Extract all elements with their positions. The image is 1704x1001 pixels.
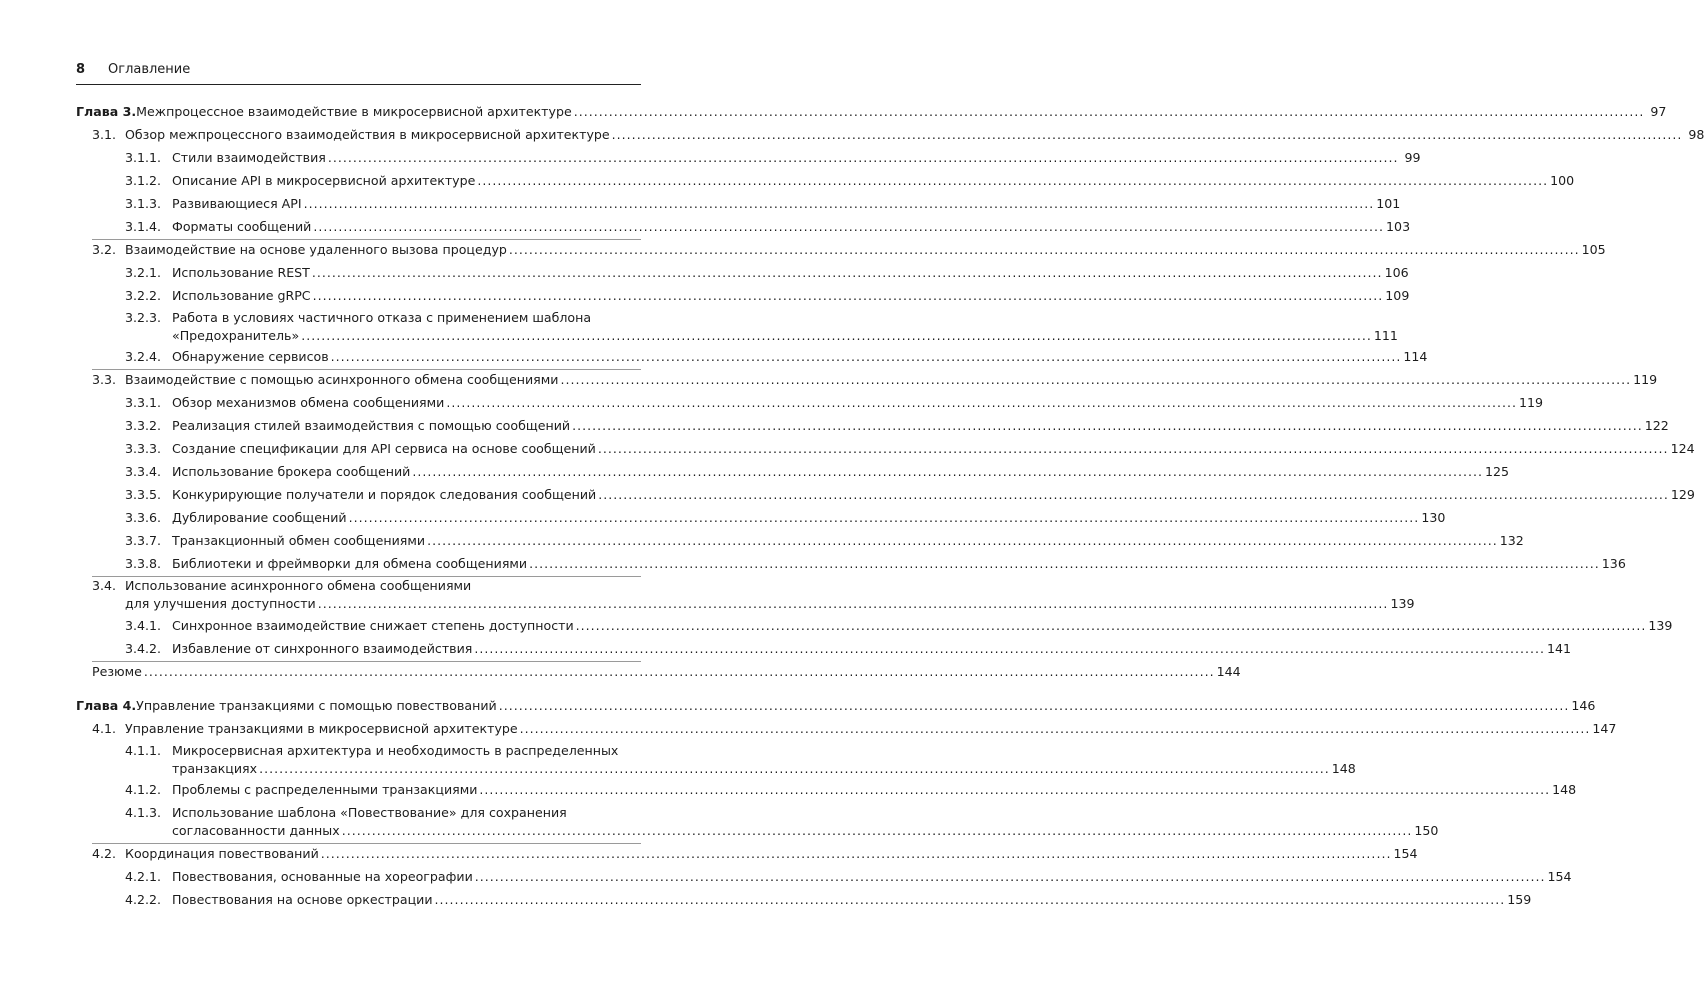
page-ref: 139 [1390, 596, 1415, 611]
page-ref: 159 [1507, 892, 1532, 907]
subsection-title: Описание API в микросервисной архитектуре [172, 173, 476, 188]
toc-subsection-4-2-2[interactable] [125, 891, 1532, 909]
page-ref: 124 [1670, 441, 1695, 456]
subsection-number: 4.2.1. [125, 869, 162, 884]
page-ref: 105 [1581, 242, 1606, 257]
section-title-line1: Использование асинхронного обмена сообщениями [125, 578, 472, 593]
page-ref: 146 [1571, 698, 1596, 713]
subsection-title: Повествования на основе оркестрации [172, 892, 433, 907]
subsection-number: 3.3.8. [125, 556, 162, 571]
section-number: 4.2. [92, 846, 117, 861]
leader-dots [349, 509, 1420, 527]
page-ref: 101 [1376, 196, 1401, 211]
page-ref: 141 [1547, 641, 1572, 656]
section-title: Обзор межпроцессного взаимодействия в микросервисной архитектуре [125, 127, 610, 142]
subsection-title: Использование брокера сообщений [172, 464, 411, 479]
page-ref: 100 [1550, 173, 1575, 188]
section-second-line [125, 595, 1415, 613]
page-ref: 148 [1331, 761, 1356, 776]
leader-dots [598, 440, 1669, 458]
page-ref: 119 [1519, 395, 1544, 410]
leader-dots [499, 697, 1570, 715]
toc-subsection-3-2-4[interactable] [125, 348, 1428, 366]
subsection-title-line2: согласованности данных [172, 823, 340, 838]
section-title-line2: для улучшения доступности [125, 596, 316, 611]
page-ref: 103 [1386, 219, 1411, 234]
leader-dots [474, 640, 1545, 658]
page-ref: 98 [1688, 127, 1704, 142]
section-number: 3.4. [92, 578, 117, 593]
subsection-title-line1: Работа в условиях частичного отказа с применением шаблона [172, 310, 592, 325]
running-title: Оглавление [108, 62, 191, 77]
toc-subsection-3-3-3[interactable] [125, 440, 1695, 458]
page-ref: 119 [1633, 372, 1658, 387]
page-ref: 148 [1552, 782, 1577, 797]
leader-dots [560, 371, 1631, 389]
subsection-number: 3.4.1. [125, 618, 162, 633]
page-ref: 122 [1644, 418, 1669, 433]
subsection-title-line2: транзакциях [172, 761, 258, 776]
toc-chapter-4[interactable] [76, 697, 1596, 715]
page-ref: 129 [1670, 487, 1695, 502]
toc-section-3-2[interactable] [92, 241, 1606, 259]
toc-subsection-3-2-1[interactable] [125, 264, 1409, 282]
summary-title: Резюме [92, 664, 142, 679]
toc-subsection-4-1-2[interactable] [125, 781, 1577, 799]
section-title: Взаимодействие на основе удаленного вызова процедур [125, 242, 507, 257]
subsection-title: Обнаружение сервисов [172, 349, 329, 364]
toc-subsection-3-1-2[interactable] [125, 172, 1575, 190]
subsection-number: 3.3.5. [125, 487, 162, 502]
leader-dots [313, 218, 1384, 236]
leader-dots [144, 663, 1215, 681]
page-ref: 111 [1373, 328, 1398, 343]
subsection-number: 3.3.2. [125, 418, 162, 433]
leader-dots [446, 394, 1517, 412]
subsection-number: 3.4.2. [125, 641, 162, 656]
subsection-number: 3.1.2. [125, 173, 162, 188]
subsection-number: 4.1.2. [125, 782, 162, 797]
subsection-number: 3.1.3. [125, 196, 162, 211]
subsection-number: 3.3.6. [125, 510, 162, 525]
toc-subsection-3-2-2[interactable] [125, 287, 1410, 305]
subsection-number: 4.1.1. [125, 743, 162, 758]
page-ref: 130 [1421, 510, 1446, 525]
page-header [76, 62, 642, 78]
leader-dots [475, 868, 1546, 886]
subsection-second-line [172, 327, 1398, 345]
subsection-title: Стили взаимодействия [172, 150, 326, 165]
chapter-number: Глава 4. [76, 698, 137, 713]
section-number: 4.1. [92, 721, 117, 736]
subsection-title: Обзор механизмов обмена сообщениями [172, 395, 445, 410]
subsection-title: Конкурирующие получатели и порядок следования сообщений [172, 487, 597, 502]
page-ref: 132 [1499, 533, 1524, 548]
leader-dots [321, 845, 1392, 863]
subsection-number: 3.3.4. [125, 464, 162, 479]
subsection-title: Использование REST [172, 265, 310, 280]
page-ref: 154 [1547, 869, 1572, 884]
toc-section-4-2[interactable] [92, 845, 1418, 863]
section-divider [92, 843, 641, 844]
subsection-title: Повествования, основанные на хореографии [172, 869, 473, 884]
leader-dots [342, 822, 1413, 840]
leader-dots [574, 103, 1645, 121]
leader-dots [435, 891, 1506, 909]
header-rule [76, 84, 641, 85]
subsection-second-line [172, 822, 1439, 840]
subsection-first-line [125, 804, 567, 822]
toc-subsection-3-3-2[interactable] [125, 417, 1669, 435]
subsection-number: 3.2.1. [125, 265, 162, 280]
leader-dots [259, 760, 1330, 778]
subsection-title-line1: Микросервисная архитектура и необходимость в распределенных [172, 743, 619, 758]
chapter-number: Глава 3. [76, 104, 137, 119]
page-ref: 139 [1648, 618, 1673, 633]
subsection-number: 4.2.2. [125, 892, 162, 907]
subsection-first-line [125, 742, 618, 760]
leader-dots [572, 417, 1643, 435]
subsection-title: Дублирование сообщений [172, 510, 347, 525]
page-ref: 97 [1650, 104, 1667, 119]
toc-subsection-3-3-6[interactable] [125, 509, 1446, 527]
page-ref: 144 [1216, 664, 1241, 679]
subsection-number: 3.2.3. [125, 310, 162, 325]
subsection-number: 3.2.2. [125, 288, 162, 303]
subsection-title-line2: «Предохранитель» [172, 328, 300, 343]
section-title: Координация повествований [125, 846, 319, 861]
subsection-number: 3.3.3. [125, 441, 162, 456]
subsection-title: Реализация стилей взаимодействия с помощью сообщений [172, 418, 571, 433]
subsection-title: Развивающиеся API [172, 196, 302, 211]
leader-dots [479, 781, 1550, 799]
leader-dots [477, 172, 1548, 190]
subsection-number: 4.1.3. [125, 805, 162, 820]
subsection-title-line1: Использование шаблона «Повествование» для сохранения [172, 805, 567, 820]
toc-chapter-3[interactable] [76, 103, 1667, 121]
subsection-title: Использование gRPC [172, 288, 311, 303]
toc-subsection-3-1-3[interactable] [125, 195, 1401, 213]
page-number: 8 [76, 62, 86, 77]
toc-subsection-3-3-8[interactable] [125, 555, 1626, 573]
subsection-number: 3.1.1. [125, 150, 162, 165]
page-ref: 136 [1601, 556, 1626, 571]
subsection-number: 3.1.4. [125, 219, 162, 234]
toc-section-3-3[interactable] [92, 371, 1658, 389]
toc-subsection-3-4-2[interactable] [125, 640, 1572, 658]
leader-dots [304, 195, 1375, 213]
section-number: 3.3. [92, 372, 117, 387]
section-divider [92, 369, 641, 370]
toc-subsection-3-1-1[interactable] [125, 149, 1421, 167]
toc-subsection-3-3-5[interactable] [125, 486, 1695, 504]
subsection-title: Транзакционный обмен сообщениями [172, 533, 426, 548]
subsection-second-line [172, 760, 1356, 778]
subsection-title: Библиотеки и фреймворки для обмена сообщениями [172, 556, 528, 571]
page-ref: 114 [1403, 349, 1428, 364]
toc-subsection-3-3-4[interactable] [125, 463, 1510, 481]
toc-subsection-4-2-1[interactable] [125, 868, 1572, 886]
leader-dots [612, 126, 1683, 144]
subsection-number: 3.2.4. [125, 349, 162, 364]
leader-dots [312, 264, 1383, 282]
section-divider [92, 661, 641, 662]
page-ref: 125 [1485, 464, 1510, 479]
subsection-title: Избавление от синхронного взаимодействия [172, 641, 473, 656]
section-title: Управление транзакциями в микросервисной архитектуре [125, 721, 518, 736]
chapter-title: Управление транзакциями с помощью повествований [136, 698, 497, 713]
leader-dots [529, 555, 1600, 573]
page-ref: 154 [1393, 846, 1418, 861]
toc-subsection-3-3-1[interactable] [125, 394, 1544, 412]
page-ref: 106 [1384, 265, 1409, 280]
toc-section-3-1[interactable] [92, 126, 1704, 144]
leader-dots [509, 241, 1580, 259]
leader-dots [412, 463, 1483, 481]
leader-dots [520, 720, 1591, 738]
page-ref: 99 [1404, 150, 1421, 165]
leader-dots [328, 149, 1399, 167]
toc-subsection-3-4-1[interactable] [125, 617, 1673, 635]
toc-section-4-1[interactable] [92, 720, 1617, 738]
leader-dots [301, 327, 1372, 345]
leader-dots [313, 287, 1384, 305]
page-ref: 109 [1385, 288, 1410, 303]
subsection-first-line [125, 309, 591, 327]
leader-dots [427, 532, 1498, 550]
subsection-title: Создание спецификации для API сервиса на основе сообщений [172, 441, 596, 456]
section-number: 3.1. [92, 127, 117, 142]
subsection-number: 3.3.7. [125, 533, 162, 548]
toc-subsection-3-3-7[interactable] [125, 532, 1524, 550]
section-first-line [92, 577, 471, 595]
leader-dots [598, 486, 1669, 504]
subsection-title: Форматы сообщений [172, 219, 312, 234]
subsection-title: Проблемы с распределенными транзакциями [172, 782, 478, 797]
subsection-number: 3.3.1. [125, 395, 162, 410]
page-ref: 147 [1592, 721, 1617, 736]
page-ref: 150 [1414, 823, 1439, 838]
toc-summary[interactable] [92, 663, 1241, 681]
chapter-title: Межпроцессное взаимодействие в микросервисной архитектуре [136, 104, 572, 119]
section-divider [92, 239, 641, 240]
leader-dots [576, 617, 1647, 635]
subsection-title: Синхронное взаимодействие снижает степень доступности [172, 618, 574, 633]
section-title: Взаимодействие с помощью асинхронного обмена сообщениями [125, 372, 559, 387]
leader-dots [318, 595, 1389, 613]
leader-dots [331, 348, 1402, 366]
section-number: 3.2. [92, 242, 117, 257]
toc-subsection-3-1-4[interactable] [125, 218, 1411, 236]
